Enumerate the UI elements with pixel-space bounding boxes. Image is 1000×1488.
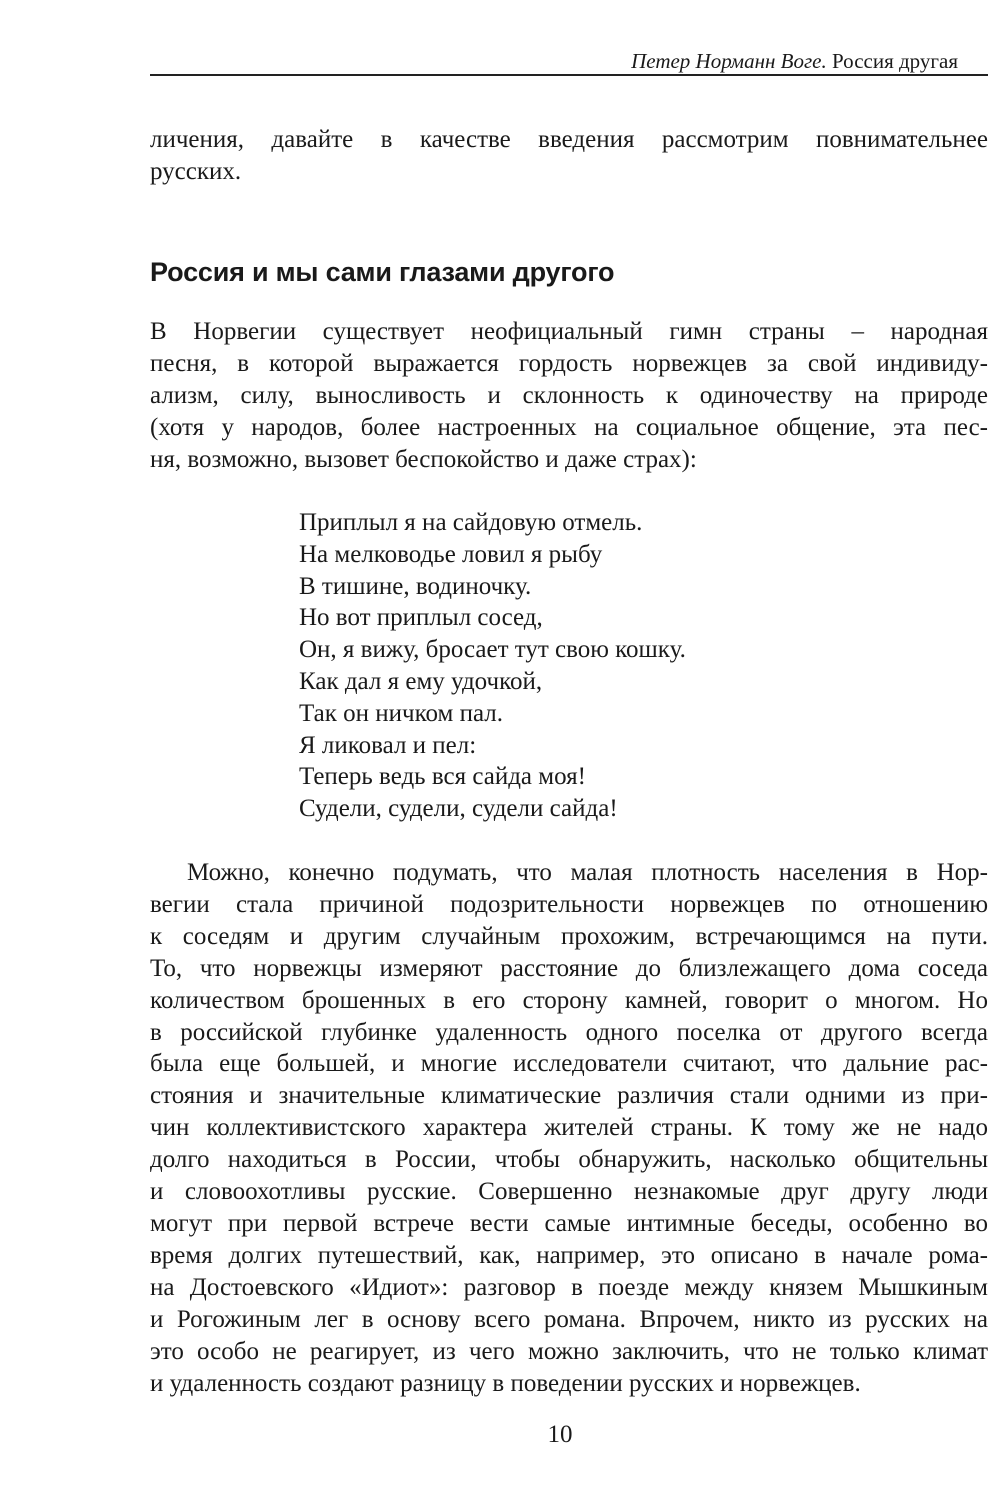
paragraph-line: чин коллективистского характера жителей страны. К тому же не надо — [150, 1114, 988, 1142]
paragraph-line: русских. — [150, 157, 242, 185]
poem-line: Но вот приплыл сосед, — [299, 604, 543, 632]
poem-line: Он, я вижу, бросает тут свою кошку. — [299, 636, 686, 664]
poem-block — [299, 507, 686, 825]
poem-line: Теперь ведь вся сайда моя! — [299, 763, 586, 791]
section-heading: Россия и мы сами глазами другого — [150, 257, 615, 287]
running-header — [150, 50, 988, 76]
paragraph-line: время долгих путешествий, как, например, это описано в начале рома- — [150, 1241, 988, 1269]
paragraph-norway-anthem — [150, 316, 988, 476]
paragraph-line: стояния и значительные климатические различия стали одними из при- — [150, 1082, 988, 1110]
page-number: 10 — [547, 1421, 573, 1448]
paragraph-line: вегии стала причиной подозрительности норвежцев по отношению — [150, 890, 988, 918]
paragraph-population-density — [150, 857, 988, 1399]
poem-line: Я ликовал и пел: — [299, 731, 477, 759]
paragraph-line: в российской глубинке удаленность одного поселка от другого всегда — [150, 1018, 988, 1046]
paragraph-line: на Достоевского «Идиот»: разговор в поезде между князем Мышкиным — [150, 1273, 988, 1301]
poem-line: Как дал я ему удочкой, — [299, 667, 543, 695]
paragraph-line: личения, давайте в качестве введения рассмотрим повнимательнее — [150, 126, 988, 153]
paragraph-line: песня, в которой выражается гордость норвежцев за свой индивиду- — [150, 349, 988, 377]
paragraph-line: была еще большей, и многие исследователи считают, что дальние рас- — [150, 1050, 988, 1078]
paragraph-line: и удаленность создают разницу в поведении русских и норвежцев. — [150, 1369, 861, 1397]
paragraph-line: долго находиться в России, чтобы обнаружить, насколько общительны — [150, 1146, 988, 1174]
paragraph-line: к соседям и другим случайным прохожим, встречающимся на пути. — [150, 922, 988, 950]
paragraph-line: количеством брошенных в его сторону камней, говорит о многом. Но — [150, 986, 988, 1014]
poem-line: Так он ничком пал. — [299, 699, 503, 727]
paragraph-line: это особо не реагирует, из чего можно заключить, что не только климат — [150, 1337, 988, 1365]
paragraph-line: и Рогожиным лег в основу всего романа. Впрочем, никто из русских на — [150, 1305, 988, 1333]
header-book-title: Россия другая — [832, 49, 958, 73]
paragraph-line: (хотя у народов, более настроенных на социальное общение, эта пес- — [150, 413, 988, 441]
paragraph-line: и словоохотливы русские. Совершенно незнакомые друг другу люди — [150, 1178, 988, 1206]
intro-paragraph — [150, 124, 988, 188]
poem-line: На мелководье ловил я рыбу — [299, 540, 603, 568]
header-author: Петер Норманн Воге. — [631, 49, 827, 73]
paragraph-line: То, что норвежцы измеряют расстояние до близлежащего дома соседа — [150, 954, 988, 982]
poem-line: В тишине, водиночку. — [299, 572, 532, 600]
paragraph-line: В Норвегии существует неофициальный гимн страны – народная — [150, 318, 988, 345]
paragraph-line: ализм, силу, выносливость и склонность к одиночеству на природе — [150, 381, 988, 409]
paragraph-line: могут при первой встрече вести самые интимные беседы, особенно во — [150, 1209, 988, 1237]
poem-line: Судели, судели, судели сайда! — [299, 795, 618, 823]
paragraph-line: Можно, конечно подумать, что малая плотность населения в Нор- — [187, 859, 988, 886]
paragraph-line: ня, возможно, вызовет беспокойство и даже страх): — [150, 445, 697, 473]
poem-line: Приплыл я на сайдовую отмель. — [299, 509, 643, 536]
